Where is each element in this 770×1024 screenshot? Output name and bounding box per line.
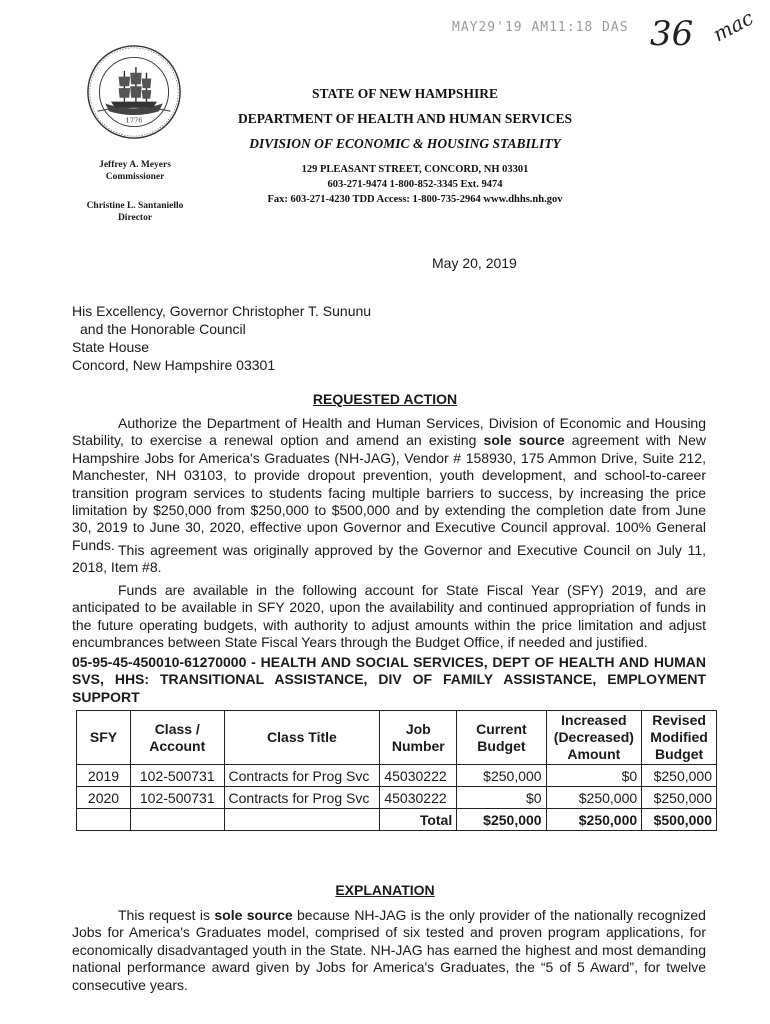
paragraph-text: This agreement was originally approved by the Governor and Executive Council on July 11, 2018, Item #8. [72,542,706,576]
column-header: Class / Account [131,711,225,765]
empty-cell [224,809,380,831]
sole-source-emphasis: sole source [214,907,293,923]
officer-title: Commissioner [105,172,165,182]
fax-line: Fax: 603-271-4230 TDD Access: 1-800-735-2964 www.dhhs.nh.gov [267,194,563,205]
total-label: Total [380,809,457,831]
cell-increase-amount: $0 [546,765,642,787]
cell-current-budget: $250,000 [457,765,546,787]
empty-cell [77,809,131,831]
cell-class-account: 102-500731 [131,765,225,787]
officer-title: Director [117,213,153,223]
agency-department: DEPARTMENT OF HEALTH AND HUMAN SERVICES [238,111,572,126]
cell-job-number: 45030222 [380,787,457,809]
requested-action-paragraph [72,415,706,554]
funds-paragraph [72,582,706,652]
recipient-line: and the Honorable Council [80,321,246,337]
recipient-address [72,302,371,374]
column-header: Current Budget [457,711,546,765]
cell-revised-budget: $250,000 [642,787,717,809]
agency-division: DIVISION OF ECONOMIC & HOUSING STABILITY [249,136,561,151]
letter-date: May 20, 2019 [432,255,517,271]
paragraph-text: agreement with New Hampshire Jobs for America's Graduates (NH-JAG), Vendor # 158930, 175 Ammon Drive, Suite 212, Manchester, NH 03103, to provide dropout prevention, youth development, and school-to-career transition program services to students facing multiple barriers to success, by increasing the price limitation by $250,000 from $250,000 to $500,000 and by extending the completion date from June 30, 2019 to June 30, 2020, effective upon Governor and Executive Council approval. 100% General Funds. [72,432,706,553]
handwritten-initials: mac [708,5,758,47]
address-line: 129 PLEASANT STREET, CONCORD, NH 03301 [301,164,529,175]
officer-director [60,200,210,224]
phone-line: 603-271-9474 1-800-852-3345 Ext. 9474 [327,179,503,190]
recipient-line: State House [72,339,150,355]
explanation-heading: EXPLANATION [335,882,435,898]
empty-cell [131,809,225,831]
requested-action-heading: REQUESTED ACTION [312,391,458,407]
received-stamp: MAY29'19 AM11:18 DAS [452,20,629,35]
table-header-row [77,711,717,765]
handwritten-item-number: 36 [650,14,694,54]
total-increase-amount: $250,000 [546,809,642,831]
paragraph-text: This request is [118,907,215,923]
table-row [77,787,717,809]
column-header: Job Number [380,711,457,765]
cell-class-title: Contracts for Prog Svc [224,787,380,809]
explanation-paragraph [72,907,706,994]
column-header: Increased (Decreased) Amount [546,711,642,765]
cell-current-budget: $0 [457,787,546,809]
column-header: Class Title [224,711,380,765]
recipient-line: Concord, New Hampshire 03301 [72,357,276,373]
cell-class-account: 102-500731 [131,787,225,809]
column-header: Revised Modified Budget [642,711,717,765]
cell-increase-amount: $250,000 [546,787,642,809]
recipient-line: His Excellency, Governor Christopher T. Sununu [72,303,372,319]
agency-state: STATE OF NEW HAMPSHIRE [312,86,498,101]
total-revised-budget: $500,000 [642,809,717,831]
cell-revised-budget: $250,000 [642,765,717,787]
approval-paragraph [72,542,706,577]
officer-name: Christine L. Santaniello [86,201,184,211]
paragraph-text: Authorize the Department of Health and Human Services, Division of Economic and Housing Stability, to exercise a renewal option and amend an existing [72,415,706,449]
cell-job-number: 45030222 [380,765,457,787]
paragraph-text: because NH-JAG is the only provider of the nationally recognized Jobs for America's Graduates model, comprised of six tested and proven program applications, for economically disadvantaged youth in the State. NH-JAG has earned the highest and most demanding national performance award given by Jobs for America's Graduates, the “5 of 5 Award”, for twelve consecutive years. [72,907,706,993]
column-header: SFY [77,711,131,765]
table-row [77,765,717,787]
table-total-row [77,809,717,831]
svg-text:1776: 1776 [125,116,143,125]
paragraph-text: Funds are available in the following account for State Fiscal Year (SFY) 2019, and are anticipated to be available in SFY 2020, upon the availability and continued appropriation of funds in the future operating budgets, with authority to adjust amounts within the price limitation and adjust encumbrances between State Fiscal Years through the Budget Office, if needed and justified. [72,582,706,651]
total-current-budget: $250,000 [457,809,546,831]
officer-name: Jeffrey A. Meyers [99,160,171,170]
cell-sfy: 2019 [77,765,131,787]
budget-table [76,710,717,831]
sole-source-emphasis: sole source [483,432,565,449]
cell-sfy: 2020 [77,787,131,809]
cell-class-title: Contracts for Prog Svc [224,765,380,787]
officer-commissioner [60,159,210,183]
account-heading: 05-95-45-450010-61270000 - HEALTH AND SOCIAL SERVICES, DEPT OF HEALTH AND HUMAN SVS, HHS: TRANSITIONAL ASSISTANCE, DIV OF FAMILY ASSISTANCE, EMPLOYMENT SUPPORT [72,654,706,705]
